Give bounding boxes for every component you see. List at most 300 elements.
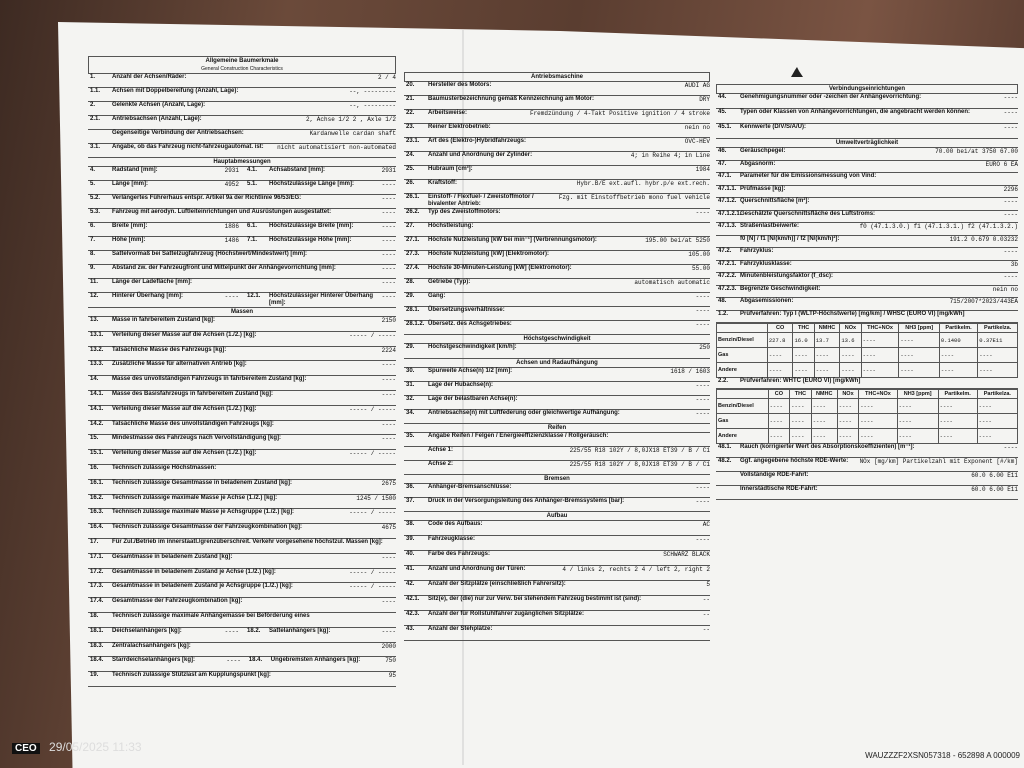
row-number: 47.2.2.: [718, 273, 737, 279]
row-number: 24.: [406, 152, 415, 158]
form-row: [404, 410, 710, 424]
dimension-rows: [88, 167, 396, 308]
form-row: [88, 480, 396, 495]
row-label: Getriebe (Typ):: [428, 279, 471, 285]
row-label: Technisch zulässige Höchstmassen:: [112, 464, 217, 471]
row-label: Abstand zw. der Fahrzeugfront und Mittelpunkt der Anhängevorrichtung [mm]:: [112, 265, 336, 271]
row-number-2: 5.1.: [247, 181, 258, 187]
row-value: ----: [1003, 273, 1018, 280]
row-value: ----: [224, 293, 239, 300]
row-label-2: Achsabstand [mm]:: [269, 167, 326, 173]
row-label: Art des (Elektro-)Hybridfahrzeugs:: [428, 138, 527, 144]
row-label: f0 [N] / f1 [N/(km/h)] / f2 [N/(km/h)²]:: [740, 235, 840, 242]
row-label: Fahrzyklusklasse:: [740, 260, 792, 267]
row-number: 4.: [90, 167, 96, 173]
row-label: Deichselanhängers [kg]:: [112, 627, 182, 634]
table-cell: ----: [790, 399, 812, 414]
row-value: ----: [226, 657, 241, 665]
row-label: Sattelvormaß bei Sattelzugfahrzeug (Höchstwert/Mindestwert) [mm]:: [112, 251, 308, 257]
form-row: [88, 74, 396, 88]
row-number: 17.1.: [90, 553, 104, 560]
row-value: ----: [1003, 198, 1018, 205]
section-header-axles: Achsen und Radaufhängung: [404, 359, 710, 368]
table-cell: ----: [811, 399, 837, 414]
row-number: 31.: [406, 382, 415, 388]
row-value: 2150: [381, 317, 396, 324]
row-number: 26.2.: [406, 209, 420, 215]
row-label: Fahrzeug mit aerodyn. Luftleiteinrichtungen und Ausrüstungen ausgestattet:: [112, 209, 332, 215]
row-label: Technisch zulässige maximale Masse je Achse (1./2.) [kg]:: [112, 494, 278, 501]
form-row: [716, 472, 1018, 486]
row-value: EURO 6 EA: [985, 160, 1018, 168]
row-label: Geschätzte Querschnittsfläche des Luftstroms:: [740, 210, 876, 217]
table-cell: ----: [978, 348, 1018, 363]
row-value: 55.00: [691, 265, 710, 272]
row-value: nein no: [684, 124, 710, 131]
row-number: 47.1.3.: [718, 223, 737, 229]
header-cell: THC+NOx: [859, 390, 897, 399]
row-label: Radstand [mm]:: [112, 167, 158, 173]
row-label: Höhe [mm]:: [112, 237, 146, 243]
table-row: [717, 333, 1018, 348]
row-value-2: 2931: [381, 167, 396, 174]
table-cell: ----: [899, 333, 939, 348]
form-row: [716, 161, 1018, 174]
row-label-2: Höchstzulässiger Hinterer Überhang [mm]:: [269, 293, 374, 306]
form-row: [88, 251, 396, 265]
form-row: [404, 152, 710, 166]
row-label: Achse 2:: [428, 461, 454, 467]
row-label: Arbeitsweise:: [428, 110, 468, 116]
row-label: Achse 1:: [428, 447, 454, 453]
form-row: [404, 110, 710, 124]
row-value: ----: [381, 279, 396, 286]
row-label: Gang:: [428, 293, 446, 299]
section-header-brakes: Bremsen: [404, 475, 710, 484]
form-row: [88, 406, 396, 421]
table-cell: ----: [978, 363, 1018, 378]
row-value: 2, Achse 1/2 2 , Axle 1/2: [305, 116, 396, 123]
row-label: Gesamtmasse in beladenem Zustand [kg]:: [112, 553, 233, 560]
row-label: Abgasemissionen:: [740, 298, 794, 304]
form-row: [404, 611, 710, 626]
row-number: 17.2.: [90, 568, 104, 575]
table-cell: ----: [768, 399, 790, 414]
row-label-2: Ungebremsten Anhängers [kg]:: [270, 657, 361, 664]
header-cell: NOx: [837, 390, 859, 399]
form-row: [716, 261, 1018, 274]
column-general-characteristics: [88, 56, 396, 687]
row-label: Prüfverfahren: Typ I (WLTP-Höchstwerte) [mg/km] / WHSC (EURO VI) [mg/kWh]: [740, 310, 965, 317]
form-row: [88, 102, 396, 116]
row-number: 5.3.: [90, 209, 101, 215]
row-number: 18.: [90, 612, 99, 619]
row-label: Begrenzte Geschwindigkeit:: [740, 285, 821, 292]
form-row: [404, 180, 710, 194]
row-value: 4; in Reihe 4; in Line: [630, 152, 710, 159]
form-row: [88, 181, 396, 195]
row-value: ----: [381, 195, 396, 202]
row-label: Angabe, ob das Fahrzeug nicht-fahrzeugautomat. ist:: [112, 144, 264, 150]
form-row: [88, 144, 396, 158]
row-label: Verlängertes Führerhaus entspr. Artikel 9a der Richtlinie 96/53/EG:: [112, 195, 302, 201]
form-row: [404, 251, 710, 265]
row-value: ----: [381, 376, 396, 384]
row-number: 29.: [406, 344, 415, 350]
row-label: Prüfverfahren: WHTC (EURO VI) [mg/kWh]: [740, 378, 861, 384]
form-row: [88, 223, 396, 237]
table-cell: ----: [899, 348, 939, 363]
row-number: 5.: [90, 181, 96, 187]
row-number-2: 18.2.: [247, 627, 261, 634]
section-header-mass: Massen: [88, 308, 396, 317]
row-number: 13.3.: [90, 361, 104, 368]
row-label: Gas: [717, 348, 768, 363]
table-cell: ----: [837, 414, 859, 429]
row-number: 22.: [406, 110, 415, 116]
row-value: 2224: [381, 346, 396, 354]
row-value: 95: [388, 672, 396, 680]
row-value: --: [702, 596, 710, 603]
form-row: [404, 581, 710, 596]
row-value: ----- / -----: [349, 509, 396, 517]
form-row: [716, 198, 1018, 211]
row-label: Andere: [717, 429, 769, 444]
row-label: Gas: [717, 414, 769, 429]
row-label: Sitz(e), der (die) nur zur Verw. bei stehendem Fahrzeug bestimmt ist (sind):: [428, 596, 642, 602]
row-label: Höchste 30-Minuten-Leistung [kW] (Elektromotor):: [428, 265, 572, 271]
row-number: 47.1.2.: [718, 198, 737, 204]
section-title: Allgemeine Baumerkmale: [205, 58, 279, 64]
header-cell: CO: [767, 324, 793, 333]
header-cell: NMHC: [811, 390, 837, 399]
row-value: 2 / 4: [377, 74, 396, 81]
row-label: Baumusterbezeichnung gemäß Kennzeichnung am Motor:: [428, 96, 595, 102]
row-value: ----: [695, 307, 710, 314]
row-value: 195.00 bei/at 5250: [645, 237, 710, 244]
row-value: SCHWARZ BLACK: [663, 551, 710, 558]
row-number-2: 12.1.: [247, 293, 261, 299]
form-row: [716, 311, 1018, 324]
row-value: ----: [695, 293, 710, 300]
row-value: ----: [381, 265, 396, 272]
row-number: 48.2.: [718, 458, 732, 464]
row-value: ----- / -----: [349, 331, 396, 339]
row-value: ----: [695, 396, 710, 403]
form-row: [716, 298, 1018, 311]
section-header-connection: Verbindungseinrichtungen: [716, 84, 1018, 94]
row-number: 5.2.: [90, 195, 101, 201]
row-label: Masse in fahrbereitem Zustand [kg]:: [112, 317, 216, 323]
row-value: --: [702, 626, 710, 633]
row-value: 60.0 6.00 E11: [971, 472, 1018, 479]
form-row: [404, 484, 710, 498]
form-row: [404, 596, 710, 611]
row-value: f0 (47.1.3.0.) f1 (47.1.3.1.) f2 (47.1.3.2.): [859, 223, 1018, 230]
row-label: Tatsächliche Masse des unvollständigen Fahrzeugs [kg]:: [112, 420, 274, 427]
row-value: --, ---------: [349, 102, 396, 109]
form-row: [88, 628, 396, 643]
row-number: 12.: [90, 293, 99, 299]
row-number: 17.4.: [90, 598, 104, 605]
row-number: 2.1.: [90, 116, 101, 122]
row-value: ----: [381, 209, 396, 216]
form-row: [88, 347, 396, 362]
row-label: Lage der belastbaren Achse(n):: [428, 396, 518, 402]
table-cell: ----: [861, 348, 899, 363]
table-cell: ----: [938, 429, 977, 444]
form-row: [88, 293, 396, 308]
row-label: Starrdeichselanhängers [kg]:: [112, 657, 196, 664]
table-cell: ----: [861, 333, 899, 348]
table-cell: 227.8: [767, 333, 793, 348]
row-label: Verteilung dieser Masse auf die Achsen (1./2.) [kg]:: [112, 405, 257, 412]
row-number: 40.: [406, 551, 415, 557]
form-row: [404, 194, 710, 209]
form-row: [88, 495, 396, 510]
emission-table: [716, 323, 1018, 378]
section-header-general: [88, 56, 396, 74]
row-value: Fremdzündung / 4-Takt Positive ignition / 4 stroke: [529, 110, 710, 117]
table-cell: ----: [899, 363, 939, 378]
table-row: [717, 363, 1018, 378]
form-row: [88, 317, 396, 332]
row-label: Hubraum [cm³]:: [428, 166, 473, 172]
row-value: 2675: [381, 479, 396, 487]
row-value: Fzg. mit Einstoffbetrieb mono fuel vehicle: [558, 194, 710, 201]
row-number: 44.: [718, 94, 727, 100]
environment-rows: [716, 148, 1018, 323]
row-number: 47.1.: [718, 173, 732, 179]
header-cell: NH3 [ppm]: [899, 324, 939, 333]
form-row: [404, 96, 710, 110]
header-cell: [717, 390, 769, 399]
row-number: 17.3.: [90, 583, 104, 590]
table-cell: ----: [767, 348, 793, 363]
row-label: Typ des Zweistoffmotors:: [428, 209, 501, 215]
row-value: 1245 / 1500: [356, 494, 396, 502]
row-label: Anhänger-Bremsanschlüsse:: [428, 484, 512, 490]
table-cell: ----: [977, 414, 1017, 429]
row-label: Code des Aufbaus:: [428, 521, 483, 527]
form-row: [404, 293, 710, 307]
form-row: [404, 626, 710, 641]
row-label: Andere: [717, 363, 768, 378]
row-label: Parameter für die Emissionsmessung von Vind:: [740, 173, 877, 179]
row-number: 17.: [90, 538, 99, 545]
row-number: 15.1.: [90, 450, 104, 457]
form-row: [88, 237, 396, 251]
row-value: 1486: [224, 237, 239, 244]
row-value: ----: [381, 553, 396, 561]
row-value: ----- / -----: [349, 405, 396, 413]
form-row: [404, 521, 710, 536]
row-label: Geräuschpegel:: [740, 148, 786, 154]
row-label: Fahrzeugklasse:: [428, 536, 476, 542]
table-cell: 13.6: [840, 333, 861, 348]
row-label: Masse des unvollständigen Fahrzeugs in fahrbereitem Zustand [kg]:: [112, 376, 307, 383]
row-value: 4675: [381, 524, 396, 532]
row-label: Ggf. angegebene höchste RDE-Werte:: [740, 458, 849, 464]
row-value: nein no: [992, 285, 1018, 293]
form-row: [88, 421, 396, 436]
row-label: Reiner Elektrobetrieb:: [428, 124, 491, 130]
row-value: ----: [1003, 248, 1018, 255]
form-row: [88, 265, 396, 279]
row-label-2: Höchstzulässige Höhe [mm]:: [269, 237, 352, 243]
row-number: 27.4.: [406, 265, 420, 271]
header-cell: Partikelm.: [939, 324, 977, 333]
form-row: [716, 286, 1018, 299]
row-value: 1886: [224, 223, 239, 230]
form-row: [88, 583, 396, 598]
table-cell: ----: [793, 348, 814, 363]
row-number: 1.: [90, 74, 96, 80]
row-value: 70.00 bei/at 3750 67.00: [935, 148, 1018, 155]
table-cell: ----: [977, 429, 1017, 444]
row-number: 28.1.: [406, 307, 420, 313]
row-number: 16.3.: [90, 509, 104, 516]
row-number: 21.: [406, 96, 415, 102]
form-row: [88, 613, 396, 628]
row-label: Technisch zulässige Gesamtmasse der Fahrzeugkombination [kg]:: [112, 524, 302, 531]
header-cell: CO: [768, 390, 790, 399]
row-label: Technisch zulässige Stützlast am Kupplungspunkt [kg]:: [112, 672, 271, 679]
row-label: Einstoff- / Flexfuel- / Zweistoffmotor / bivalenter Antrieb:: [428, 194, 534, 207]
row-label: Masse des Basisfahrzeugs in fahrbereitem Zustand [kg]:: [112, 390, 274, 397]
form-row: [716, 109, 1018, 124]
table-cell: ----: [938, 414, 977, 429]
form-row: [88, 672, 396, 687]
row-label: Mindestmasse des Fahrzeugs nach Vervollständigung [kg]:: [112, 435, 282, 442]
form-row: [404, 223, 710, 237]
table-cell: ----: [793, 363, 814, 378]
row-label-2: Höchstzulässige Länge [mm]:: [269, 181, 355, 187]
form-row: [88, 361, 396, 376]
row-value: ----: [695, 321, 710, 328]
form-row: [716, 94, 1018, 109]
row-number: 23.: [406, 124, 415, 130]
row-value: NOx [mg/km] Partikelzahl mit Exponent [#/km]: [859, 458, 1018, 465]
row-value: 2931: [224, 167, 239, 174]
header-cell: Partikelm.: [938, 390, 977, 399]
table-cell: ----: [859, 399, 897, 414]
row-value: --, ---------: [349, 88, 396, 95]
form-row: [88, 88, 396, 102]
table-cell: 0.37E11: [978, 333, 1018, 348]
row-number: 27.1.: [406, 237, 420, 243]
row-value: ----: [381, 361, 396, 369]
row-number: 42.1.: [406, 596, 420, 602]
row-number: 42.3.: [406, 611, 420, 617]
row-label: Typen oder Klassen von Anhängevorrichtungen, die angebracht werden können:: [740, 109, 971, 115]
table-cell: ----: [837, 429, 859, 444]
row-number: 26.1.: [406, 194, 420, 200]
column-engine: [404, 72, 710, 641]
form-row: [88, 524, 396, 539]
row-value: ----: [381, 435, 396, 443]
form-row: [88, 279, 396, 293]
row-number: 9.: [90, 265, 96, 271]
form-row: [404, 396, 710, 410]
row-label: Prüfmasse [kg]:: [740, 185, 786, 192]
table-cell: ----: [837, 399, 859, 414]
row-number: 27.3.: [406, 251, 420, 257]
form-row: [88, 435, 396, 450]
form-row: [88, 539, 396, 554]
row-number: 23.1.: [406, 138, 420, 144]
form-row: [88, 167, 396, 181]
form-row: [88, 391, 396, 406]
row-value: ----- / -----: [349, 450, 396, 458]
row-value: --: [702, 611, 710, 618]
form-row: [88, 465, 396, 480]
row-value: ----: [695, 498, 710, 505]
whtc-table: [716, 389, 1018, 444]
row-number: 2.: [90, 102, 96, 108]
header-cell: THC+NOx: [861, 324, 899, 333]
form-row: [404, 237, 710, 251]
row-label: Verteilung dieser Masse auf die Achsen (1./2.) [kg]:: [112, 331, 257, 338]
row-value: ----: [695, 410, 710, 417]
row-label: Länge [mm]:: [112, 181, 148, 187]
row-value: 4 / links 2, rechts 2 4 / left 2, right 2: [562, 566, 710, 573]
form-row: [404, 566, 710, 581]
row-number-2: 6.1.: [247, 223, 258, 229]
row-number: 35.: [406, 433, 415, 439]
row-label: Innerstädtische RDE-Fahrt:: [740, 486, 818, 492]
header-cell: THC: [793, 324, 814, 333]
row-number: 8.: [90, 251, 96, 257]
row-label: Zentralachsanhängers [kg]:: [112, 642, 191, 649]
rde-rows: [716, 444, 1018, 500]
row-label: Anzahl der für Rollstuhlfahrer zugänglichen Sitzplätze:: [428, 611, 585, 617]
form-row: [404, 382, 710, 396]
row-label: Vollständige RDE-Fahrt:: [740, 472, 809, 478]
row-number: 47.2.: [718, 248, 732, 254]
connection-rows: [716, 94, 1018, 139]
row-value: ----: [695, 484, 710, 491]
row-value: 250: [699, 344, 710, 351]
brand-logo: CEO: [12, 743, 40, 754]
row-label: Achsen mit Doppelbereifung (Anzahl, Lage):: [112, 88, 239, 94]
form-row: [404, 368, 710, 382]
table-cell: ----: [897, 399, 938, 414]
form-row: [88, 643, 396, 658]
row-value: 1618 / 1603: [670, 368, 710, 375]
row-number-2: 18.4.: [248, 657, 263, 664]
table-cell: ----: [811, 429, 837, 444]
row-label: Für Zul./Betrieb im innerstaatl./grenzüberschreit. Verkehr vorgesehene höchstzul. Massen [kg]:: [112, 538, 383, 545]
table-cell: ----: [814, 363, 840, 378]
row-value-2: ----: [381, 293, 396, 300]
row-number: 38.: [406, 521, 415, 527]
table-cell: ----: [768, 414, 790, 429]
row-label: Fahrzyklus:: [740, 248, 774, 254]
row-number: 13.2.: [90, 346, 104, 353]
table-cell: ----: [767, 363, 793, 378]
row-label: Gelenkte Achsen (Anzahl, Lage):: [112, 102, 206, 108]
form-row: [404, 82, 710, 96]
form-row: [404, 433, 710, 447]
row-number: 18.1.: [90, 627, 104, 634]
general-rows: [88, 74, 396, 158]
section-header-dimensions: Hauptabmessungen: [88, 158, 396, 167]
form-row: [88, 509, 396, 524]
section-header-environment: Umweltverträglichkeit: [716, 139, 1018, 148]
mass-rows: [88, 317, 396, 687]
row-label: Querschnittsfläche [m²]:: [740, 198, 810, 204]
